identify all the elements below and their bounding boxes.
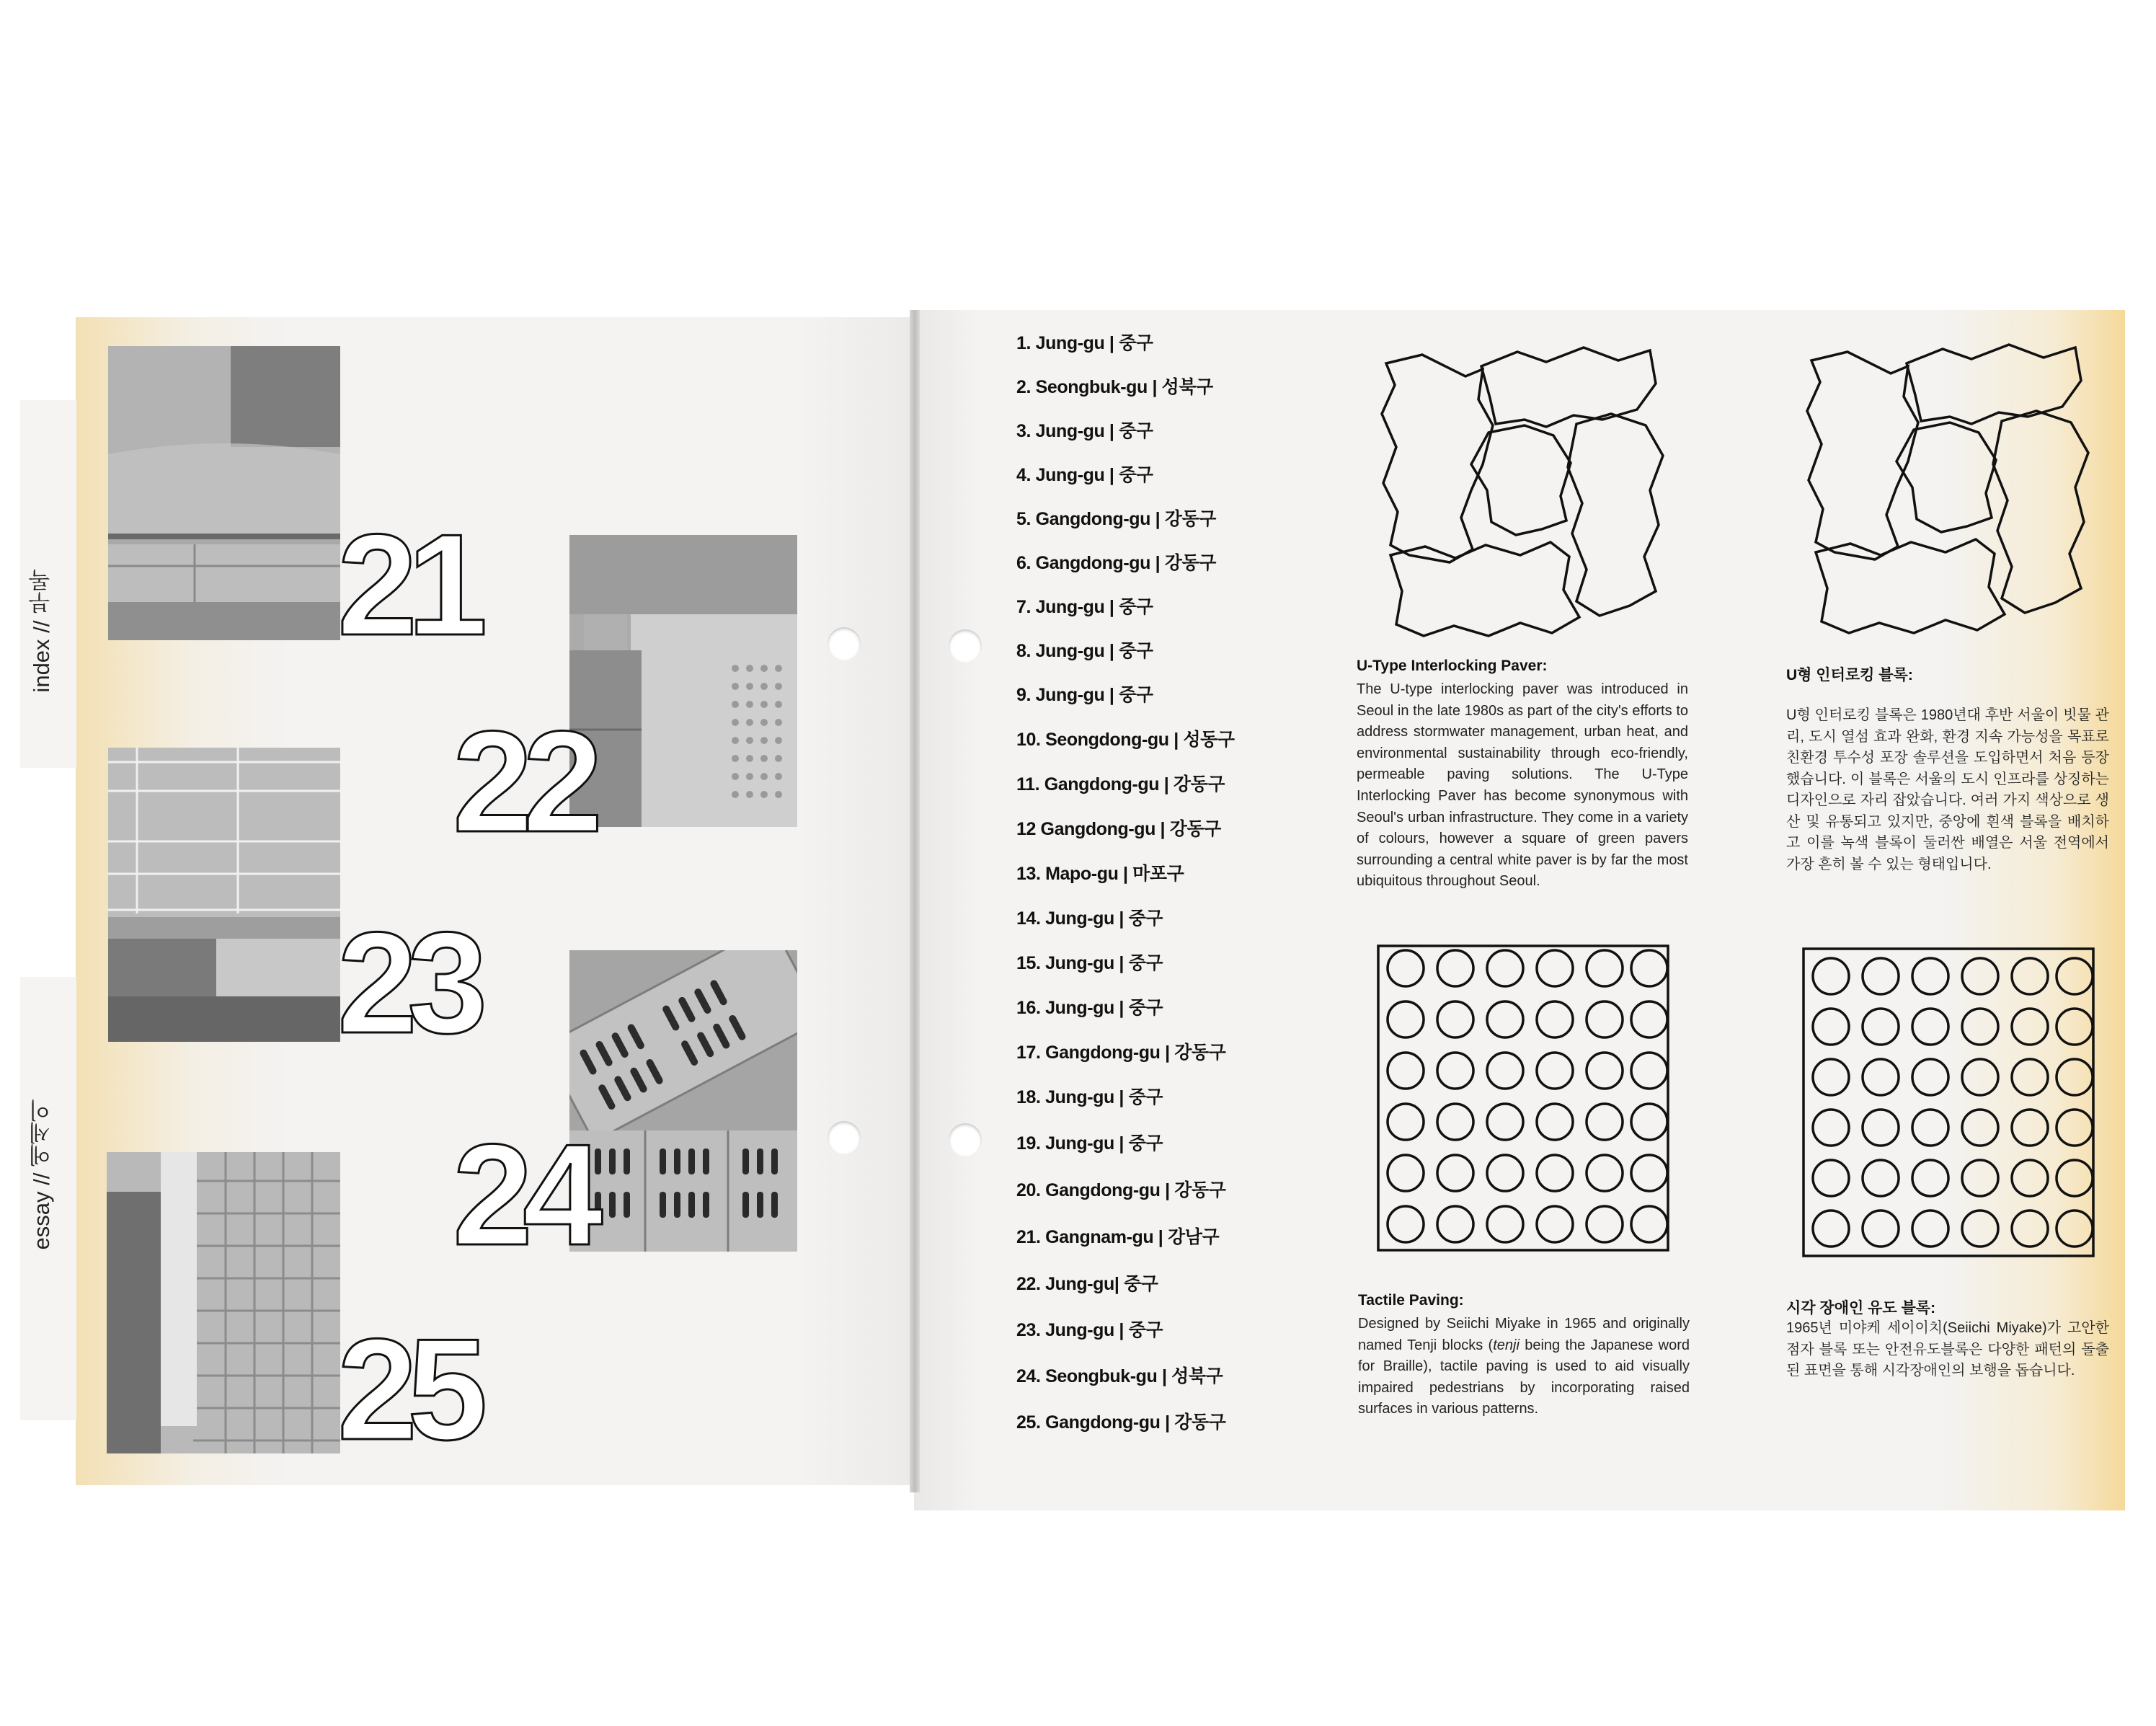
photo-number-21: 21 [337, 505, 478, 665]
list-item: 11. Gangdong-gu | 강동구 [1016, 774, 1225, 795]
spine-label-index: index // 부록 [29, 570, 54, 693]
u-type-body-en: The U-type interlocking paver was introduced in Seoul in the late 1980s as part of the city's efforts to address stormwater management, urban heat, and environmental sustainability through eco-friendly, permeable paving solutions. The U-Type Interlocking Paver has become synonymous with Seoul's urban infrastructure. They come in a variety of colours, however a square of green pavers surrounding a central white paver is by far the most ubiquitous throughout Seoul. [1357, 681, 1688, 890]
u-type-body-ko: U형 인터로킹 블록은 1980년대 후반 서울이 빗물 관리, 도시 열섬 효과 완화, 환경 지속 가능성을 목표로 친환경 투수성 포장 솔루션을 도입하면서 처음 등장했습니다. 이 블록은 서울의 도시 인프라를 상징하는 디자인으로 자리 잡았습니다. 여러 가지 색상으로 생산 및 유통되고 있지만, 중앙에 흰색 블록을 배치하고 이를 녹색 블록이 둘러싼 배열은 서울 전역에서 가장 흔히 볼 수 있는 형태입니다. [1786, 707, 2109, 872]
photo-23 [108, 748, 340, 1042]
binder-hole [949, 1123, 982, 1156]
photo-22 [569, 535, 797, 827]
u-type-title-en: U-Type Interlocking Paver: [1357, 658, 1548, 674]
tactile-title-ko: 시각 장애인 유도 블록: [1786, 1300, 1936, 1316]
tactile-paving-diagram-ko [1801, 946, 2096, 1259]
list-item: 17. Gangdong-gu | 강동구 [1016, 1043, 1226, 1063]
photo-number-23: 23 [337, 903, 478, 1063]
list-item: 6. Gangdong-gu | 강동구 [1016, 553, 1216, 573]
photo-24 [569, 950, 797, 1252]
photo-21 [108, 346, 340, 640]
list-item: 24. Seongbuk-gu | 성북구 [1016, 1366, 1223, 1386]
list-item: 5. Gangdong-gu | 강동구 [1016, 509, 1216, 529]
photo-number-25: 25 [337, 1309, 478, 1470]
list-item: 9. Jung-gu | 중구 [1016, 685, 1153, 705]
u-type-paver-diagram [1373, 340, 1669, 649]
photo-25 [107, 1152, 340, 1453]
list-item: 10. Seongdong-gu | 성동구 [1016, 730, 1235, 750]
list-item: 7. Jung-gu | 중구 [1016, 597, 1153, 617]
list-item: 8. Jung-gu | 중구 [1016, 641, 1153, 661]
u-type-paver-diagram-ko [1798, 337, 2094, 646]
list-item: 3. Jung-gu | 중구 [1016, 421, 1153, 441]
list-item: 19. Jung-gu | 중구 [1016, 1133, 1163, 1154]
book-gutter [910, 310, 920, 1492]
tactile-body-en: Designed by Seiichi Miyake in 1965 and originally named Tenji blocks (tenji being the Japanese word for Braille), tactile paving is used to aid visually impaired pedestrians by incorporating raised surfaces in various patterns. [1358, 1316, 1690, 1417]
list-item: 15. Jung-gu | 중구 [1016, 953, 1163, 973]
photo-number-22: 22 [453, 702, 593, 862]
list-item: 21. Gangnam-gu | 강남구 [1016, 1227, 1220, 1247]
list-item: 1. Jung-gu | 중구 [1016, 333, 1153, 353]
tactile-paving-diagram [1375, 943, 1671, 1253]
list-item: 25. Gangdong-gu | 강동구 [1016, 1412, 1226, 1433]
binder-hole [949, 629, 982, 663]
list-item: 23. Jung-gu | 중구 [1016, 1320, 1163, 1340]
list-item: 20. Gangdong-gu | 강동구 [1016, 1180, 1226, 1200]
list-item: 22. Jung-gu| 중구 [1016, 1274, 1158, 1294]
binder-hole [828, 627, 861, 660]
spine-label-essay: essay // 에세이 [29, 1099, 54, 1250]
list-item: 13. Mapo-gu | 마포구 [1016, 864, 1184, 884]
tactile-title-en: Tactile Paving: [1358, 1292, 1464, 1309]
list-item: 18. Jung-gu | 중구 [1016, 1087, 1163, 1107]
list-item: 16. Jung-gu | 중구 [1016, 998, 1163, 1018]
u-type-title-ko: U형 인터로킹 블록: [1786, 667, 1913, 683]
list-item: 14. Jung-gu | 중구 [1016, 908, 1163, 929]
tactile-body-ko: 1965년 미야케 세이이치(Seiichi Miyake)가 고안한 점자 블록 또는 안전유도블록은 다양한 패턴의 돌출된 표면을 통해 시각장애인의 보행을 돕습니다. [1786, 1320, 2109, 1378]
photo-number-24: 24 [453, 1115, 593, 1275]
binder-hole [828, 1121, 861, 1154]
list-item: 4. Jung-gu | 중구 [1016, 465, 1153, 485]
list-item: 2. Seongbuk-gu | 성북구 [1016, 377, 1213, 397]
list-item: 12 Gangdong-gu | 강동구 [1016, 819, 1221, 839]
